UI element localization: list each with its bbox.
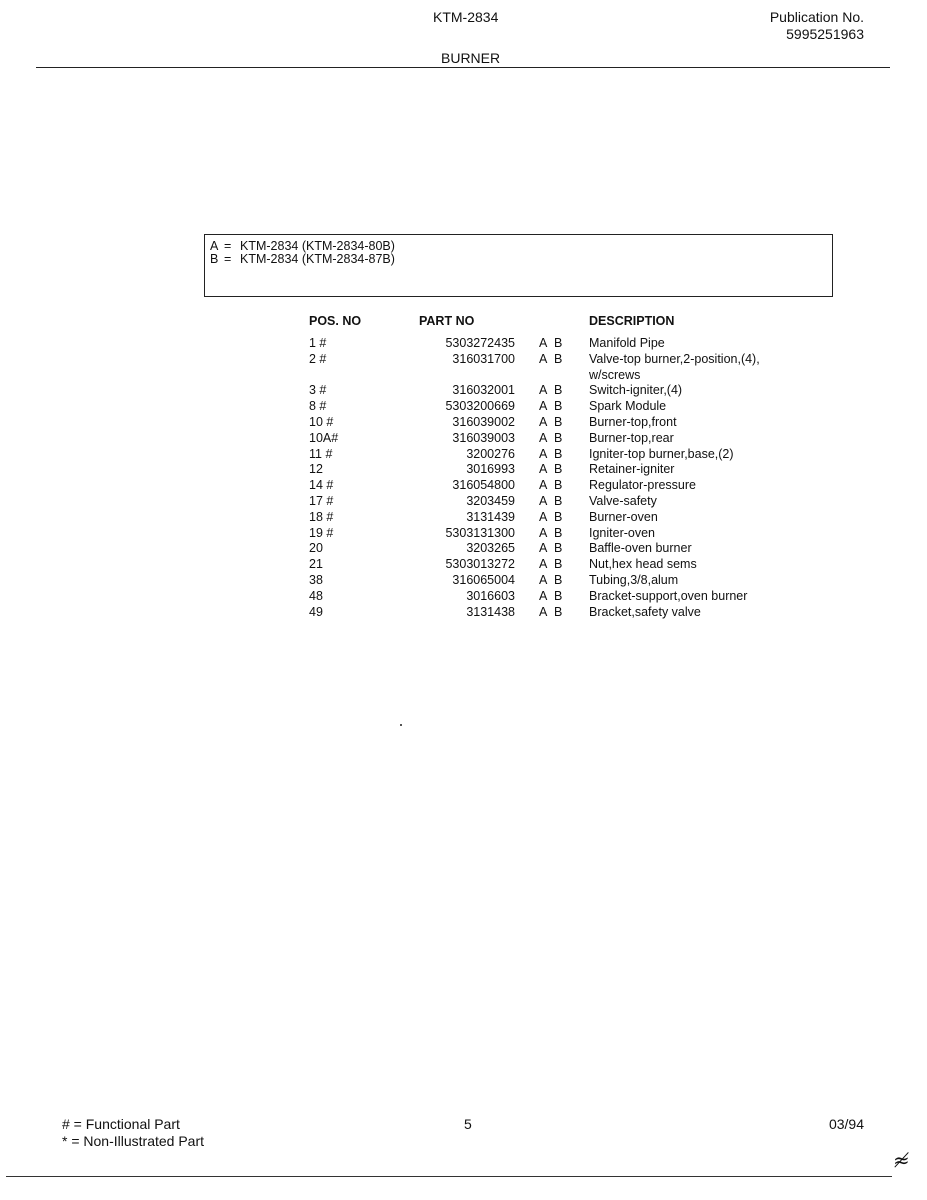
part-no: 316031700: [452, 351, 515, 366]
model-applicability: [515, 605, 589, 621]
pos-no: 38: [309, 572, 323, 587]
parts-table: [309, 314, 819, 620]
model-b: B: [554, 604, 563, 619]
model-a: A: [539, 525, 548, 540]
part-no: 3131438: [466, 604, 515, 619]
model-b: B: [554, 509, 563, 524]
part-no: 316065004: [452, 572, 515, 587]
functional-part-note: # = Functional Part: [62, 1116, 180, 1132]
pos-no: 3 #: [309, 383, 327, 398]
pos-no: 21: [309, 557, 323, 572]
model-b: B: [554, 351, 563, 366]
part-no: 3131439: [466, 509, 515, 524]
non-illustrated-part-note: * = Non-Illustrated Part: [62, 1133, 205, 1149]
model-b: B: [554, 572, 563, 587]
model-applicability: [515, 526, 589, 542]
model-b: B: [554, 588, 563, 603]
table-row: [309, 605, 819, 621]
header-part-no: PART NO: [419, 314, 475, 328]
part-no: 316039002: [452, 414, 515, 429]
part-no: 316039003: [452, 430, 515, 445]
footer-legend: [62, 1116, 204, 1150]
model-applicability: [515, 352, 589, 384]
model-applicability: [515, 399, 589, 415]
pos-no: 10 #: [309, 414, 334, 429]
part-description: Valve-top burner,2-position,(4), w/screws: [589, 351, 760, 382]
publication-label: Publication No.: [769, 9, 864, 25]
table-header-row: [309, 314, 819, 336]
table-row: [309, 462, 819, 478]
part-description: Tubing,3/8,alum: [589, 572, 679, 587]
model-a: A: [539, 541, 548, 556]
table-row: [309, 336, 819, 352]
model-applicability: [515, 589, 589, 605]
table-row: [309, 557, 819, 573]
part-description: Burner-top,front: [589, 414, 677, 429]
model-applicability: [515, 415, 589, 431]
part-no: 3203265: [466, 541, 515, 556]
header-description: DESCRIPTION: [589, 314, 675, 328]
header-pos-no: POS. NO: [309, 314, 362, 328]
part-no: 5303013272: [445, 557, 515, 572]
model-a: A: [539, 430, 548, 445]
pos-no: 17 #: [309, 493, 334, 508]
legend-key: B: [210, 252, 219, 266]
page-number: 5: [464, 1116, 472, 1132]
model-applicability: [515, 573, 589, 589]
pos-no: 49: [309, 604, 323, 619]
model-a: A: [539, 557, 548, 572]
pos-no: 2 #: [309, 351, 327, 366]
legend-text: KTM-2834 (KTM-2834-87B): [240, 252, 395, 266]
table-row: [309, 494, 819, 510]
pos-no: 12: [309, 462, 323, 477]
part-no: 3203459: [466, 493, 515, 508]
part-description: Burner-top,rear: [589, 430, 674, 445]
part-no: 5303131300: [445, 525, 515, 540]
table-row: [309, 526, 819, 542]
model-a: A: [539, 399, 548, 414]
legend-text: KTM-2834 (KTM-2834-80B): [240, 239, 395, 253]
legend-equals: =: [224, 239, 232, 253]
model-applicability: [515, 557, 589, 573]
model-applicability: [515, 510, 589, 526]
header-rule: [36, 67, 890, 68]
part-no: 3200276: [466, 446, 515, 461]
pos-no: 10A#: [309, 430, 339, 445]
pos-no: 48: [309, 588, 323, 603]
model-b: B: [554, 557, 563, 572]
part-description: Bracket-support,oven burner: [589, 588, 748, 603]
model-applicability: [515, 383, 589, 399]
model-number: KTM-2834: [433, 9, 499, 25]
part-description: Burner-oven: [589, 509, 658, 524]
model-a: A: [539, 493, 548, 508]
model-a: A: [539, 336, 548, 350]
model-applicability: [515, 336, 589, 352]
model-b: B: [554, 462, 563, 477]
part-no: 3016603: [466, 588, 515, 603]
model-b: B: [554, 493, 563, 508]
header-models: [515, 314, 589, 336]
legend-key: A: [210, 239, 219, 253]
part-no: 316032001: [452, 383, 515, 398]
publication-number: 5995251963: [786, 26, 864, 42]
parts-table-body: [309, 336, 819, 620]
model-legend-box: [204, 234, 833, 297]
pos-no: 8 #: [309, 399, 327, 414]
model-b: B: [554, 478, 563, 493]
pos-no: 19 #: [309, 525, 334, 540]
pos-no: 1 #: [309, 336, 327, 350]
model-a: A: [539, 572, 548, 587]
part-description: Retainer-igniter: [589, 462, 675, 477]
section-title: BURNER: [441, 50, 501, 66]
model-a: A: [539, 462, 548, 477]
part-description: Nut,hex head sems: [589, 557, 697, 572]
legend-line-b: [205, 253, 832, 266]
model-b: B: [554, 399, 563, 414]
part-no: 316054800: [452, 478, 515, 493]
model-a: A: [539, 414, 548, 429]
part-description: Valve-safety: [589, 493, 657, 508]
footer-rule: [6, 1176, 892, 1177]
part-no: 5303200669: [445, 399, 515, 414]
model-applicability: [515, 478, 589, 494]
model-a: A: [539, 351, 548, 366]
scan-speck: [400, 724, 402, 726]
table-row: [309, 510, 819, 526]
table-row: [309, 399, 819, 415]
pos-no: 14 #: [309, 478, 334, 493]
model-b: B: [554, 525, 563, 540]
part-description: Igniter-top burner,base,(2): [589, 446, 734, 461]
table-row: [309, 383, 819, 399]
model-a: A: [539, 446, 548, 461]
model-a: A: [539, 383, 548, 398]
table-row: [309, 431, 819, 447]
table-row: [309, 573, 819, 589]
model-a: A: [539, 509, 548, 524]
table-row: [309, 447, 819, 463]
model-applicability: [515, 447, 589, 463]
table-row: [309, 589, 819, 605]
part-description: Regulator-pressure: [589, 478, 696, 493]
model-b: B: [554, 430, 563, 445]
pos-no: 11 #: [309, 446, 333, 461]
table-row: [309, 541, 819, 557]
publication-info: [770, 9, 864, 43]
part-description: Bracket,safety valve: [589, 604, 701, 619]
table-row: [309, 478, 819, 494]
model-b: B: [554, 541, 563, 556]
part-description: Igniter-oven: [589, 525, 656, 540]
table-row: [309, 415, 819, 431]
model-b: B: [554, 446, 563, 461]
model-applicability: [515, 541, 589, 557]
pos-no: 18 #: [309, 509, 334, 524]
part-no: 5303272435: [445, 336, 515, 350]
model-b: B: [554, 383, 563, 398]
part-description: Baffle-oven burner: [589, 541, 692, 556]
model-applicability: [515, 494, 589, 510]
table-row: [309, 352, 819, 384]
part-no: 3016993: [466, 462, 515, 477]
model-a: A: [539, 478, 548, 493]
model-b: B: [554, 414, 563, 429]
revision-date: 03/94: [828, 1116, 864, 1132]
model-a: A: [539, 588, 548, 603]
model-a: A: [539, 604, 548, 619]
part-description: Manifold Pipe: [589, 336, 665, 350]
model-applicability: [515, 462, 589, 478]
part-description: Switch-igniter,(4): [589, 383, 683, 398]
legend-line-a: [205, 235, 832, 253]
handwritten-mark: ≉: [893, 1148, 910, 1172]
legend-equals: =: [224, 252, 232, 266]
model-applicability: [515, 431, 589, 447]
part-description: Spark Module: [589, 399, 667, 414]
pos-no: 20: [309, 541, 323, 556]
model-b: B: [554, 336, 563, 350]
